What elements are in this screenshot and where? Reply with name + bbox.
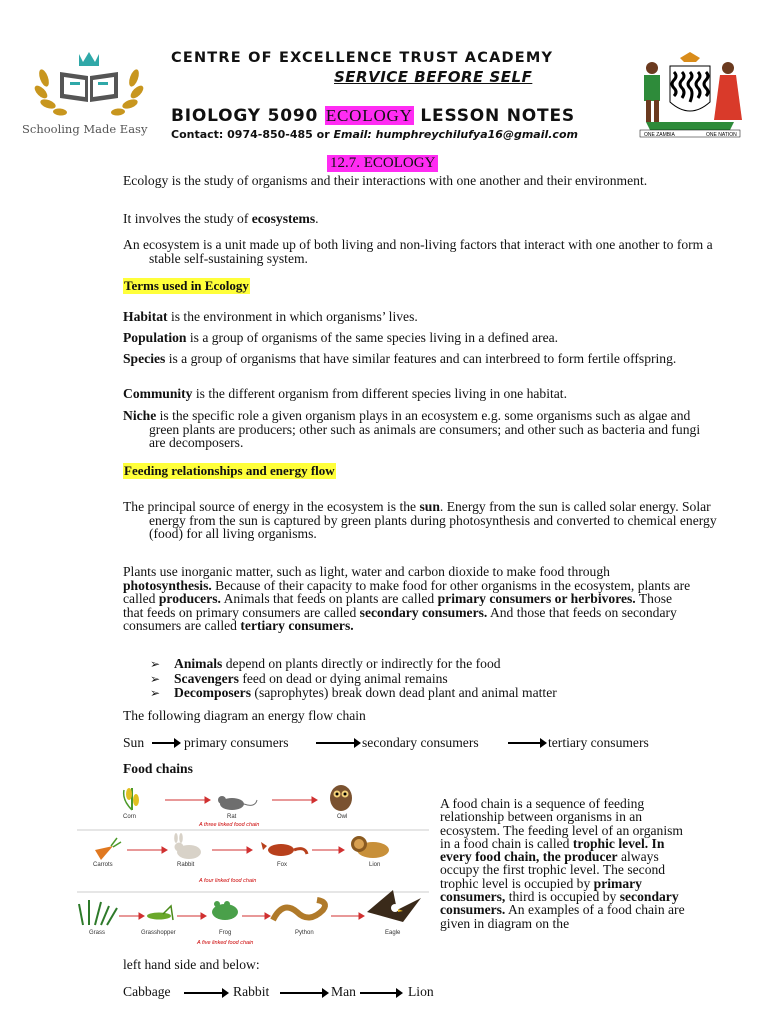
diagram-label: Rat: [227, 814, 237, 820]
ecology-definition: Ecology is the study of organisms and their interactions with one another and their environment.: [123, 173, 648, 188]
diagram-label: Grasshopper: [141, 930, 176, 936]
chain-sun: Sun: [123, 735, 145, 750]
side-bold: secondary consumers.: [440, 889, 679, 918]
bullet-bold: Animals: [174, 656, 223, 671]
plants-bold: tertiary consumers.: [240, 618, 354, 633]
chain-arrow: [152, 742, 176, 744]
carrot-icon: [95, 838, 121, 860]
list-item: [150, 657, 557, 672]
terms-heading: Terms used in Ecology: [124, 278, 249, 293]
diagram-label: Python: [295, 930, 314, 936]
notes-suffix: LESSON NOTES: [420, 106, 575, 126]
chain-arrow: [280, 992, 324, 994]
bullet-list: [150, 657, 557, 701]
plants-bold: photosynthesis.: [123, 577, 212, 593]
term-def: is the specific role a given organism plays in an ecosystem e.g. some organisms such as algae and green plants are producers; other such as animals are consumers; and other such as bacteria and fungi are decomposers.: [149, 408, 701, 450]
diagram-label: Corn: [123, 814, 137, 820]
energy-source-paragraph: [123, 500, 719, 541]
school-motto: SERVICE BEFORE SELF: [334, 68, 533, 86]
chain-secondary: secondary consumers: [362, 735, 479, 750]
python-icon: [273, 900, 325, 920]
feeding-heading: Feeding relationships and energy flow: [124, 463, 335, 478]
term-niche: [123, 409, 719, 450]
energy-text: . Energy from the sun is called solar energy. Solar energy from the sun is captured by green plants during photosynthesis and converted to chemical energy (food) for all living organisms.: [149, 499, 717, 541]
term-def: is a group of organisms that have similar features and can interbreed to form fertile offspring.: [165, 351, 677, 366]
plants-bold: producers.: [158, 591, 221, 606]
owl-icon: [330, 785, 352, 811]
plants-text: Those that feeds on primary consumers are called: [123, 591, 673, 620]
diagram-label: Eagle: [385, 930, 401, 936]
contact-email[interactable]: Email: humphreychilufya16@gmail.com: [333, 128, 578, 141]
chain-arrow: [360, 992, 398, 994]
energy-sun: sun: [419, 499, 440, 514]
side-bold: primary consumers,: [440, 875, 642, 905]
diagram-caption: A three linked food chain: [199, 822, 260, 828]
side-text: always occupy the first trophic level. The second trophic level is occupied by: [440, 849, 666, 891]
diagram-caption: A four linked food chain: [199, 878, 257, 884]
logo-caption: Schooling Made Easy: [22, 122, 148, 136]
ecosystem-intro: [123, 212, 693, 226]
diagram-label: Frog: [219, 930, 232, 936]
crest-motto-left: ONE ZAMBIA: [644, 132, 675, 138]
arrow-bullet-icon: ➢: [150, 671, 161, 686]
food-chain-diagram: [77, 780, 429, 956]
side-text: An examples of a food chain are given in diagram on the: [440, 902, 685, 931]
chain-rabbit: Rabbit: [233, 984, 270, 999]
ecosystem-intro-text: It involves the study of: [123, 211, 252, 226]
side-text: A food chain is a sequence of feeding relationship between organisms in an ecosystem. The feeding level of an organism in a food chain is called: [440, 796, 683, 851]
contact-line: [171, 128, 578, 141]
school-name: CENTRE OF EXCELLENCE TRUST ACADEMY: [171, 50, 554, 66]
diagram-caption: A five linked food chain: [197, 940, 254, 946]
term-species: [123, 352, 719, 366]
side-bold: trophic level.: [572, 835, 649, 851]
corn-icon: [124, 788, 139, 810]
bullet-text: (saprophytes) break down dead plant and animal matter: [251, 685, 557, 701]
contact-phone: Contact: 0974-850-485 or: [171, 128, 330, 141]
ecosystem-intro-end: .: [315, 211, 319, 226]
diagram-label: Fox: [277, 862, 288, 868]
crest-motto-right: ONE NATION: [706, 132, 737, 138]
frog-icon: [212, 901, 238, 920]
side-text: third is occupied by: [505, 889, 620, 905]
chain-arrow: [184, 992, 224, 994]
arrow-bullet-icon: ➢: [150, 686, 161, 701]
chain-tertiary: tertiary consumers: [548, 735, 649, 750]
food-chains-heading: Food chains: [123, 761, 193, 776]
rat-icon: [218, 796, 257, 810]
diagram-label: Carrots: [93, 862, 113, 868]
diagram-label: Rabbit: [177, 862, 195, 868]
term-def: is the different organism from different species living in one habitat.: [192, 386, 567, 401]
coat-of-arms: [626, 50, 754, 138]
section-title: 12.7. ECOLOGY: [327, 155, 438, 172]
chain-cabbage: Cabbage: [123, 984, 171, 999]
term-name: Habitat: [123, 309, 168, 324]
chain-man: Man: [331, 984, 356, 999]
lion-icon: [351, 836, 389, 858]
chain-lion: Lion: [408, 984, 434, 999]
side-tail: left hand side and below:: [123, 957, 260, 972]
chain-arrow: [316, 742, 356, 744]
term-def: is a group of organisms of the same species living in a defined area.: [186, 330, 559, 345]
topic-highlight: ECOLOGY: [325, 106, 413, 125]
bullet-text: feed on dead or dying animal remains: [238, 670, 448, 686]
plants-text: And those that feeds on secondary consumers are called: [123, 604, 677, 633]
list-item: [150, 686, 557, 701]
grass-icon: [79, 900, 117, 925]
plants-text: Plants use inorganic matter, such as light, water and carbon dioxide to make food through: [123, 564, 610, 579]
producers-paragraph: [123, 565, 693, 633]
bullet-text: depend on plants directly or indirectly for the food: [222, 656, 501, 671]
term-name: Population: [123, 330, 187, 345]
plants-bold: secondary consumers.: [359, 604, 488, 620]
energy-text: The principal source of energy in the ecosystem is the: [123, 499, 420, 514]
diagram-label: Grass: [89, 930, 106, 936]
chain-primary: primary consumers: [184, 735, 289, 750]
diagram-label: Lion: [369, 862, 381, 868]
rabbit-icon: [174, 833, 201, 859]
diagram-intro: The following diagram an energy flow chain: [123, 708, 366, 723]
term-name: Community: [123, 386, 193, 401]
ecosystem-definition: An ecosystem is a unit made up of both living and non-living factors that interact with one another to form a stable self-sustaining system.: [123, 237, 713, 266]
subject-code: BIOLOGY 5090: [171, 106, 319, 126]
plants-text: Animals that feeds on plants are called: [220, 591, 438, 606]
school-logo: [30, 50, 148, 120]
term-population: [123, 331, 719, 345]
lesson-notes-title: [171, 106, 575, 126]
list-item: [150, 672, 557, 687]
chain-arrow: [508, 742, 542, 744]
term-name: Niche: [123, 408, 157, 423]
diagram-label: Owl: [337, 814, 348, 820]
term-habitat: [123, 310, 719, 324]
term-def: is the environment in which organisms’ lives.: [167, 309, 418, 324]
side-bold: In every food chain, the producer: [440, 835, 665, 865]
arrow-bullet-icon: ➢: [150, 657, 161, 671]
fox-icon: [261, 842, 307, 856]
grasshopper-icon: [147, 906, 173, 920]
plants-bold: primary consumers or herbivores.: [437, 591, 636, 606]
eagle-icon: [367, 890, 421, 922]
ecosystem-term: ecosystems: [251, 211, 316, 226]
food-chain-definition: [440, 797, 692, 930]
term-name: Species: [123, 351, 166, 366]
term-community: [123, 387, 719, 401]
bullet-bold: Scavengers: [174, 670, 239, 686]
plants-text: Because of their capacity to make food for other organisms in the ecosystem, plants are called: [123, 577, 691, 606]
bullet-bold: Decomposers: [174, 685, 252, 701]
